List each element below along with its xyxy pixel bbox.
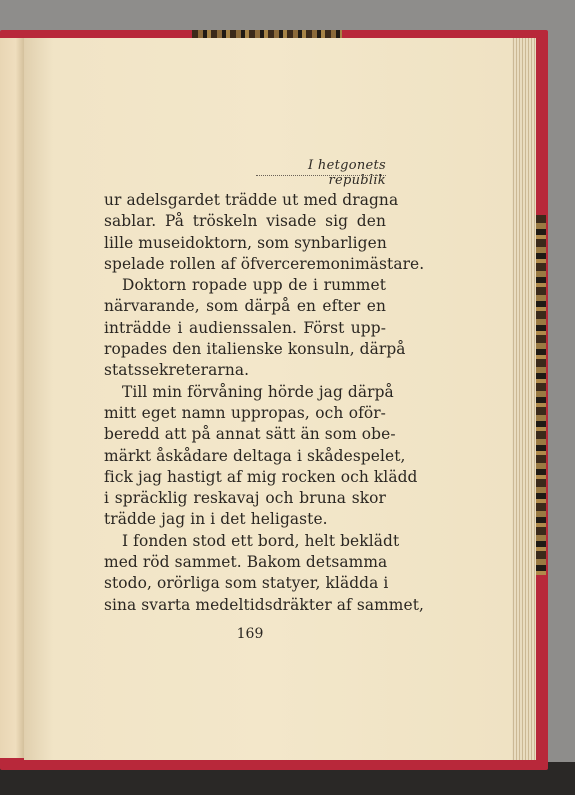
text-line: ropades den italienske konsuln, därpå xyxy=(104,340,406,359)
text-line: sablar. På tröskeln visade sig den xyxy=(104,212,386,231)
text-line: beredd att på annat sätt än som obe- xyxy=(104,425,396,444)
page-number: 169 xyxy=(236,626,264,642)
text-line: spelade rollen af öfverceremonimästare. xyxy=(104,254,425,273)
text-line: märkt åskådare deltaga i skådespelet, xyxy=(104,446,406,465)
text-line: stodo, orörliga som statyer, klädda i xyxy=(104,574,389,593)
running-head: I hetgonets republik xyxy=(308,158,386,188)
text-line: med röd sammet. Bakom detsamma xyxy=(104,553,388,572)
running-head-rule xyxy=(256,175,386,176)
page-block-edges xyxy=(508,38,536,760)
text-line: Till min förvåning hörde jag därpå xyxy=(122,382,394,401)
text-line: trädde jag in i det heligaste. xyxy=(104,510,328,529)
text-line: inträdde i audienssalen. Först upp- xyxy=(104,318,386,337)
text-line: I fonden stod ett bord, helt beklädt xyxy=(122,531,400,550)
text-line: ur adelsgardet trädde ut med dragna xyxy=(104,191,399,209)
text-line: sina svarta medeltidsdräkter af sammet, xyxy=(104,595,424,614)
text-line: statssekreterarna. xyxy=(104,361,250,380)
text-line: i spräcklig reskavaj och bruna skor xyxy=(104,489,386,508)
text-line: lille museidoktorn, som synbarligen xyxy=(104,233,387,252)
text-line: närvarande, som därpå en efter en xyxy=(104,297,386,316)
text-line: mitt eget namn uppropas, och oför- xyxy=(104,403,386,422)
left-page-edge xyxy=(0,38,26,758)
text-line: fick jag hastigt af mig rocken och klädd xyxy=(104,467,418,486)
body-text xyxy=(104,190,425,616)
text-line: Doktorn ropade upp de i rummet xyxy=(122,276,386,295)
